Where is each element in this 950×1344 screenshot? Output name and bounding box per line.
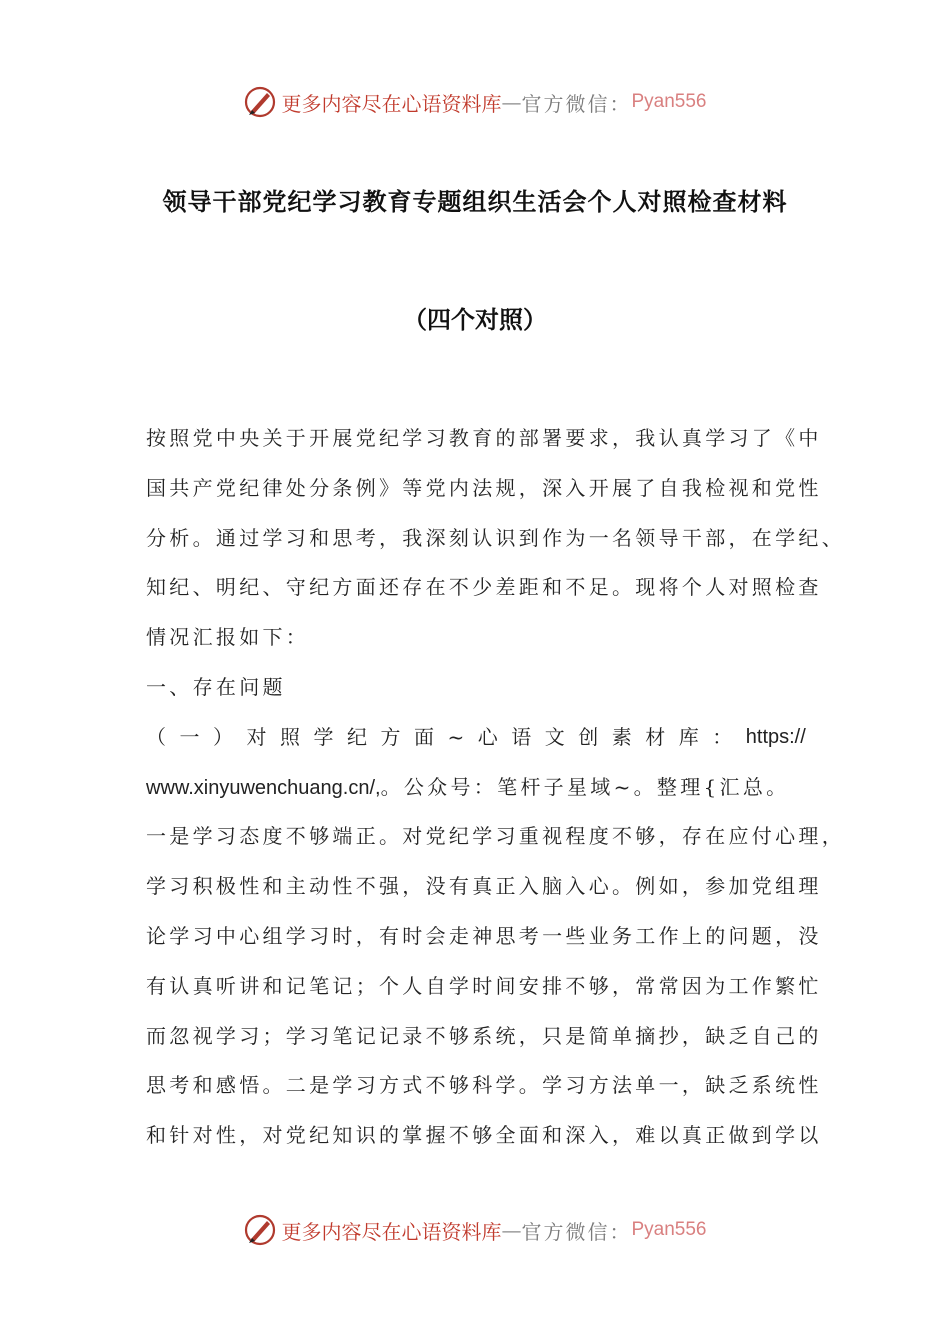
body-line: 分析。通过学习和思考，我深刻认识到作为一名领导干部，在学纪、 [146, 525, 845, 550]
document-title: 领导干部党纪学习教育专题组织生活会个人对照检查材料 [162, 188, 788, 216]
footer-banner [0, 1210, 950, 1250]
body-line: 有认真听讲和记笔记；个人自学时间安排不够，常常因为工作繁忙 [146, 973, 822, 998]
section-heading: 一、存在问题 [146, 674, 286, 699]
banner-wechat-label: 官方微信： [521, 91, 632, 116]
url-part: www.xinyuwenchuang.cn/, [146, 776, 381, 799]
pen-logo-icon [243, 1213, 277, 1247]
body-line: 国共产党纪律处分条例》等党内法规，深入开展了自我检视和党性 [146, 475, 822, 500]
header-banner [0, 82, 950, 122]
body-line: 和针对性，对党纪知识的掌握不够全面和深入，难以真正做到学以 [146, 1123, 822, 1148]
document-body [146, 414, 845, 1161]
banner-promo-text: 更多内容尽在心语资料库 [281, 1219, 502, 1244]
body-line [146, 763, 806, 813]
banner-wechat-id: Pyan556 [631, 1219, 707, 1240]
banner-promo-text: 更多内容尽在心语资料库 [281, 91, 502, 116]
pen-logo-icon [243, 85, 277, 119]
document-subtitle: （四个对照） [403, 306, 547, 334]
source-note: 。公众号：笔杆子星域~。整理{汇总。 [380, 774, 790, 799]
body-line: 思考和感悟。二是学习方式不够科学。学习方法单一，缺乏系统性 [146, 1073, 822, 1098]
body-line: 论学习中心组学习时，有时会走神思考一些业务工作上的问题，没 [146, 923, 822, 948]
banner-dash: — [501, 90, 522, 114]
banner-wechat-label: 官方微信： [521, 1219, 632, 1244]
body-line: 而忽视学习；学习笔记记录不够系统，只是简单摘抄，缺乏自己的 [146, 1023, 822, 1048]
url-part: https:// [745, 725, 806, 748]
body-line: 按照党中央关于开展党纪学习教育的部署要求，我认真学习了《中 [146, 426, 822, 450]
banner-dash: — [501, 1218, 522, 1242]
banner-wechat-id: Pyan556 [631, 91, 707, 112]
body-line: 学习积极性和主动性不强，没有真正入脑入心。例如，参加党组理 [146, 874, 822, 899]
subsection-heading: （ 一 ） 对 照 学 纪 方 面 ~ 心 语 文 创 素 材 库 ： https:// [146, 713, 806, 763]
body-line: 一是学习态度不够端正。对党纪学习重视程度不够，存在应付心理， [146, 824, 845, 849]
body-line: 情况汇报如下： [146, 625, 310, 650]
body-line: 知纪、明纪、守纪方面还存在不少差距和不足。现将个人对照检查 [146, 575, 822, 600]
